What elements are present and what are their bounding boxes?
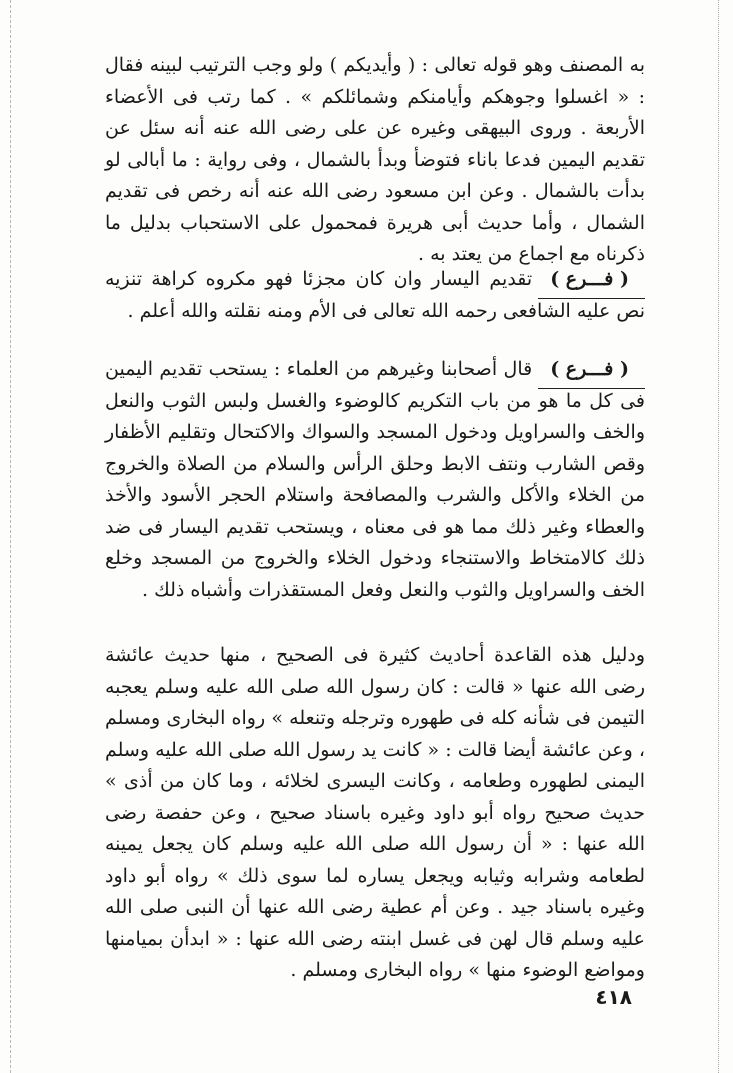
paragraph-2-text: تقديم اليسار وان كان مجزئا فهو مكروه كراهة تنزيه نص عليه الشافعى رحمه الله تعالى فى الأم ومنه نقلته والله أعلم .: [105, 268, 645, 322]
far-label-2: ( فـــرع ): [540, 354, 645, 386]
far-label-1: ( فـــرع ): [540, 264, 645, 296]
paragraph-4-text: ودليل هذه القاعدة أحاديث كثيرة فى الصحيح ، منها حديث عائشة رضى الله عنها « قالت : كان رسول الله صلى الله عليه وسلم يعجبه التيمن فى شأنه كله فى طهوره وترجله وتنعله » رواه البخارى ومسلم ، وعن عائشة أيضا قالت : « كانت يد رسول الله صلى الله عليه وسلم اليمنى لطهوره وطعامه ، وكانت اليسرى لخلائه ، وما كان من أذى » حديث صحيح رواه أبو داود وغيره باسناد صحيح ، وعن حفصة رضى الله عنها : « أن رسول الله صلى الله عليه وسلم كان يجعل يمينه لطعامه وشرابه وثيابه ويجعل يساره لما سوى ذلك » رواه أبو داود وغيره باسناد جيد . وعن أم عطية رضى الله عنها أن النبى صلى الله عليه وسلم قال لهن فى غسل ابنته رضى الله عنها : « ابدأن بميامنها ومواضع الوضوء منها » رواه البخارى ومسلم .: [105, 644, 645, 981]
left-margin-dashed-line: [10, 0, 11, 1073]
right-margin-dotted-line: [718, 0, 719, 1073]
paragraph-far-1: [105, 264, 645, 327]
paragraph-evidence: [105, 640, 645, 987]
page-number: ٤١٨: [595, 985, 632, 1009]
paragraph-1-text: به المصنف وهو قوله تعالى : ( وأيديكم ) ولو وجب الترتيب لبينه فقال : « اغسلوا وجوهكم وأيامنكم وشمائلكم » . كما رتب فى الأعضاء الأربعة . وروى البيهقى وغيره عن على رضى الله عنه أنه سئل عن تقديم اليمين فدعا باناء فتوضأ وبدأ بالشمال ، وفى رواية : ما أبالى لو بدأت بالشمال . وعن ابن مسعود رضى الله عنه أنه رخص فى تقديم الشمال ، وأما حديث أبى هريرة فمحمول على الاستحباب بدليل ما ذكرناه مع اجماع من يعتد به .: [105, 54, 645, 265]
paragraph-far-2: [105, 354, 645, 606]
paragraph-3-text: قال أصحابنا وغيرهم من العلماء : يستحب تقديم اليمين فى كل ما هو من باب التكريم كالوضوء والغسل ولبس الثوب والنعل والخف والسراويل ودخول المسجد والسواك والاكتحال وتقليم الأظفار وقص الشارب ونتف الابط وحلق الرأس والسلام من الصلاة والخروج من الخلاء والأكل والشرب والمصافحة واستلام الحجر الأسود والأخذ والعطاء وغير ذلك مما هو فى معناه ، ويستحب تقديم اليسار فى ضد ذلك كالامتخاط والاستنجاء ودخول الخلاء والخروج من المسجد وخلع الخف والسراويل والثوب والنعل وفعل المستقذرات وأشباه ذلك .: [105, 358, 645, 601]
paragraph-opening: [105, 50, 645, 271]
